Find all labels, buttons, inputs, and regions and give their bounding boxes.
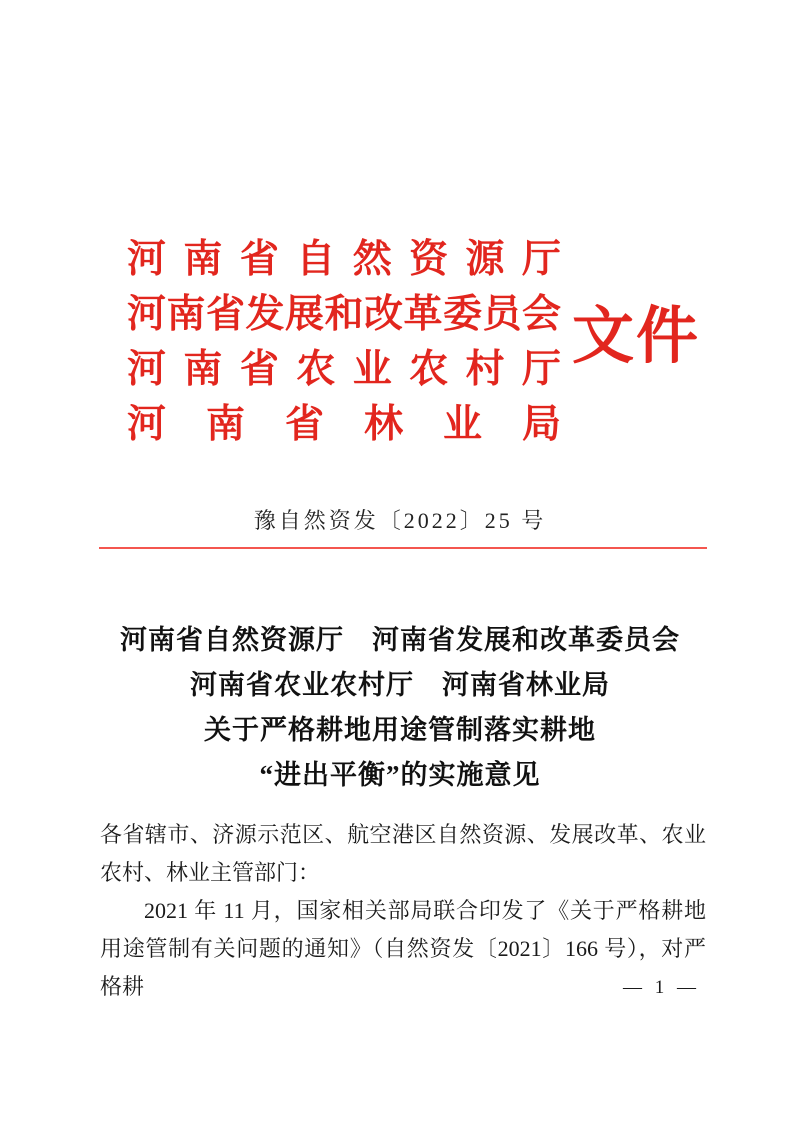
agency-name-natural-resources: 河南省自然资源厅 — [127, 238, 561, 281]
salutation-paragraph: 各省辖市、济源示范区、航空港区自然资源、发展改革、农业农村、林业主管部门： — [100, 822, 706, 885]
agency-name-agriculture-rural: 河南省农业农村厅 — [127, 348, 561, 391]
title-line-issuers-2: 河南省农业农村厅 河南省林业局 — [190, 670, 610, 700]
agency-name-development-reform: 河南省发展和改革委员会 — [127, 293, 561, 336]
separator-rule — [99, 547, 707, 549]
document-title — [50, 618, 750, 798]
title-line-subject-2: “进出平衡”的实施意见 — [259, 760, 541, 790]
document-label: 文件 — [572, 303, 701, 371]
page-number: — 1 — — [623, 977, 700, 998]
body-paragraph: 2021 年 11 月，国家相关部局联合印发了《关于严格耕地用途管制有关问题的通知》（自然资发〔2021〕166 号），对严格耕 — [100, 898, 706, 999]
document-reference-number: 豫自然资发〔2022〕25 号 — [253, 508, 547, 533]
letterhead — [127, 232, 561, 452]
agency-name-forestry: 河南省林业局 — [127, 403, 561, 446]
title-line-issuers-1: 河南省自然资源厅 河南省发展和改革委员会 — [120, 625, 680, 655]
title-line-subject-1: 关于严格耕地用途管制落实耕地 — [204, 715, 596, 745]
